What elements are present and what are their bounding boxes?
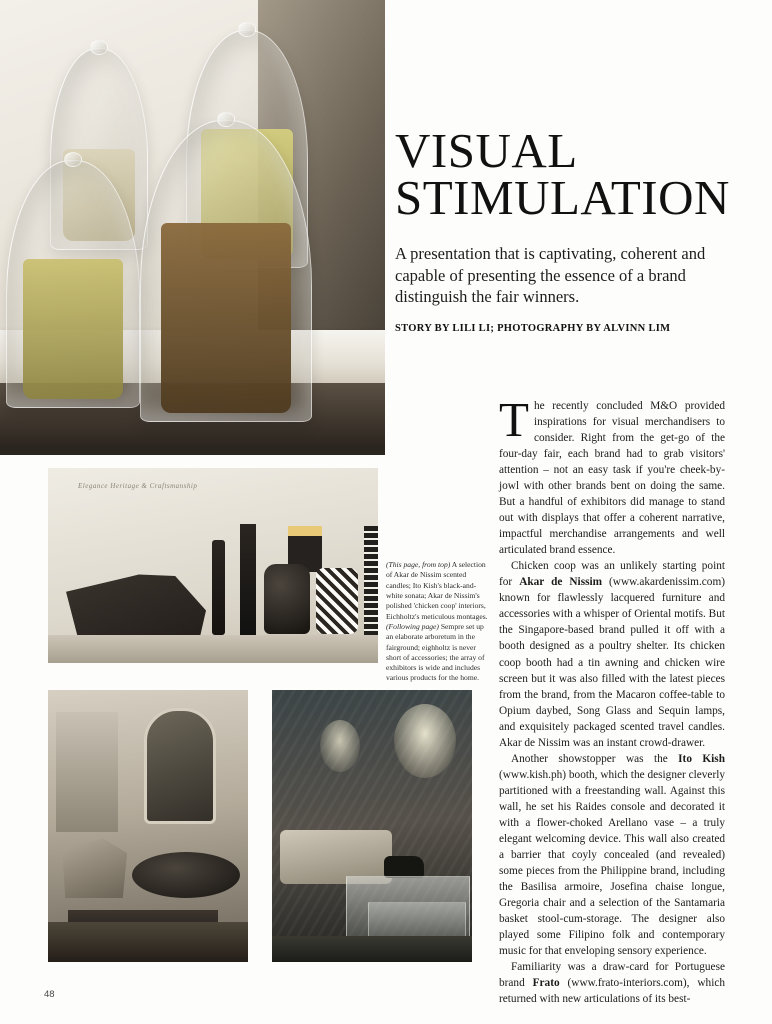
booth-signage-text: Elegance Heritage & Craftsmanship [78, 482, 198, 490]
paragraph-2-post: (www.akardenissim.com) known for flawlessly lacquered furniture and accessories with a whisper of Oriental motifs. But the Singapore-based brand pulled it off with a booth designed as a poultry shelter. Its chicken coop booth had a tin awning and chicken wire screen but it was also filled with the latest pieces from the brand, from the Macaron coffee-table to Opium daybed, Song Glass and Sequin lamps, and exquisitely packaged scented travel candles. Akar de Nissim was an instant crowd-drawer. [499, 576, 726, 749]
photo-floor [48, 635, 378, 663]
scented-candle [161, 223, 290, 413]
photo-floor [272, 936, 472, 962]
floor-lamp [212, 540, 225, 635]
body-paragraph-1-text: he recently concluded M&O provided inspirations for visual merchandisers to consider. Right from the get-go of the four-day fair, each brand had to grab visitors' attention – not an easy task if you're cheek-by-jowl with other brands bent on doing the same. But a handful of exhibitors did manage to stand out with displays that offer a coherent narrative, impactful merchandise arrangements and well articulated brand essence. [499, 400, 725, 557]
caption-next-text: Sempre set up an elaborate arboretum in the fairground; eighholtz is never short of accessories; the array of exhibitors is wide and includes various products for the home. [386, 621, 485, 683]
cloche-knob [64, 152, 82, 167]
article-byline: STORY BY LILI LI; PHOTOGRAPHY BY ALVINN LIM [395, 323, 671, 335]
floor-lamp [240, 524, 256, 636]
cloche-jar [6, 160, 140, 408]
paragraph-3-pre: Another showstopper was the [511, 752, 679, 765]
wall-panel [56, 712, 118, 832]
brand-name-frato: Frato [532, 977, 560, 990]
photo-floor [48, 922, 248, 962]
caption-next-italic: (Following page) [386, 621, 439, 631]
macaron-coffee-table [132, 852, 240, 898]
body-paragraph-4 [499, 959, 725, 1007]
striped-tower-object [364, 526, 378, 636]
chandelier [320, 720, 360, 772]
cloche-knob [238, 22, 256, 37]
photo-lounge-chandeliers [272, 690, 472, 962]
photo-akar-booth-interior [48, 690, 248, 962]
cloche-knob [90, 40, 108, 55]
photo-ito-kish-display [48, 468, 378, 663]
cloche-knob [217, 112, 235, 127]
caption-text: A selection of Akar de Nissim scented candles; Ito Kish's black-and-white sonata; Akar de Nissim's polished 'chicken coop' interiors, Eichholtz's meticulous montages. [386, 560, 488, 621]
paragraph-2-pre: Chicken coop was an unlikely starting point for [499, 560, 725, 589]
page-title [395, 123, 730, 225]
paragraph-4-post: (www.frato-interiors.com), which returned with new articulations of its best- [499, 977, 725, 1006]
body-paragraph-1 [499, 392, 725, 558]
paragraph-3-post: (www.kish.ph) booth, which the designer cleverly partitioned with a freestanding wall. Against this wall, he set his Raides console and decorated it with a flower-choked Arellano vase – a truly elegant welcoming device. This wall also created a barrier that coyly concealed (and revealed) some pieces from the Philippine brand, including the Basilisa armoire, Josefina chaise longue, Gregoria chair and a selection of the Santamaria basket stool-cum-storage. The designer also played some Filipino folk and contemporary music for that enveloping sensory experience. [499, 768, 725, 958]
body-paragraph-2 [499, 558, 725, 750]
page-number: 48 [44, 989, 55, 1000]
brand-name-ito-kish: Ito Kish [678, 752, 725, 765]
body-paragraph-3 [499, 751, 725, 959]
paragraph-4-pre: Familiarity was a draw-card for Portuguese brand [499, 961, 725, 990]
article-deck: A presentation that is captivating, coherent and capable of presenting the essence of a brand distinguish the fair winners. [395, 244, 706, 306]
article-body [499, 392, 726, 1007]
brand-name-akar-de-nissim: Akar de Nissim [519, 576, 603, 589]
headline-block [395, 123, 730, 335]
arch-mirror [144, 708, 216, 824]
decor-object [384, 856, 424, 878]
headline-line-1: VISUAL [395, 123, 578, 178]
patterned-vessel [316, 568, 358, 634]
caption-lead-italic: (This page, from top) [386, 560, 451, 569]
headline-line-2: STIMULATION [395, 169, 730, 225]
hero-photo-cloches [0, 0, 385, 455]
chandelier [394, 704, 456, 778]
scented-candle [23, 259, 123, 399]
photo-floor-line [0, 448, 385, 455]
cloche-jar [140, 120, 312, 422]
drop-cap: T [499, 392, 529, 447]
dark-vase [264, 564, 310, 634]
photo-caption [386, 560, 490, 684]
